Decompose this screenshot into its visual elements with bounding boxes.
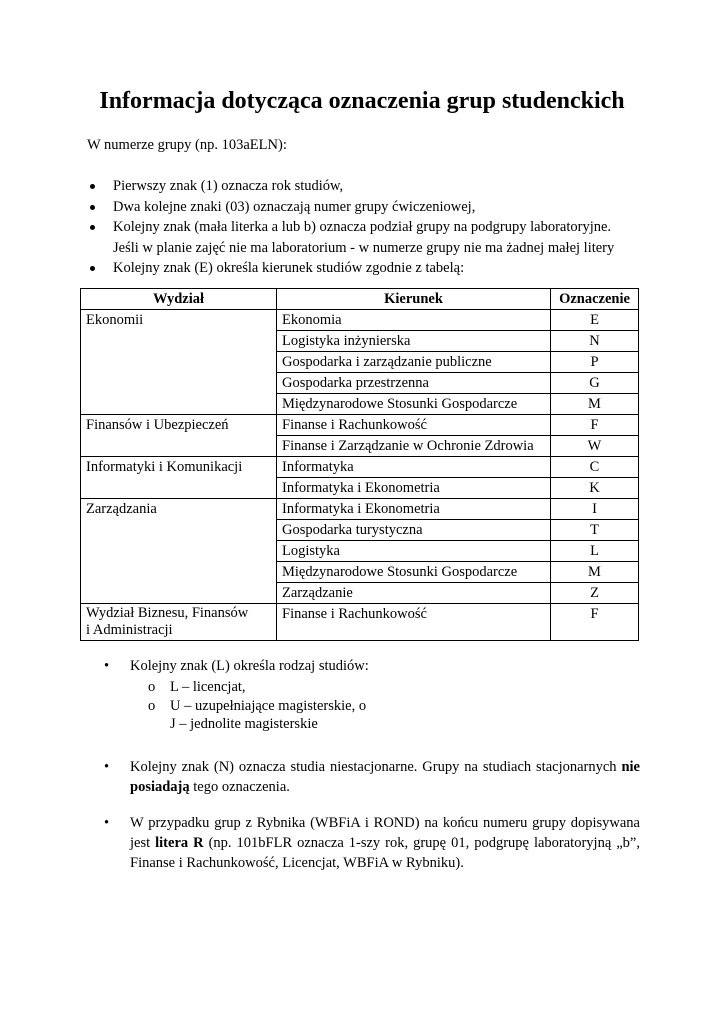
faculty-cell — [81, 373, 277, 394]
code-cell: M — [551, 394, 639, 415]
faculty-cell: Zarządzania — [81, 499, 277, 520]
major-cell: Ekonomia — [277, 310, 551, 331]
major-cell: Logistyka — [277, 541, 551, 562]
major-cell: Gospodarka przestrzenna — [277, 373, 551, 394]
faculty-codes-table — [80, 288, 639, 641]
code-cell: K — [551, 478, 639, 499]
code-cell: F — [551, 415, 639, 436]
faculty-cell — [81, 583, 277, 604]
paragraph-text — [104, 757, 640, 797]
list-item — [148, 715, 644, 734]
list-item — [87, 197, 647, 218]
group-code-bullet-list — [87, 176, 647, 279]
table-row — [81, 499, 639, 520]
faculty-cell — [81, 562, 277, 583]
part-time-paragraph — [104, 757, 640, 797]
header-kierunek: Kierunek — [277, 289, 551, 310]
page-title: Informacja dotycząca oznaczenia grup studenckich — [99, 88, 625, 114]
circle-bullet-icon: o — [148, 697, 156, 714]
code-cell: T — [551, 520, 639, 541]
major-cell: Finanse i Rachunkowość — [277, 604, 551, 641]
code-cell: W — [551, 436, 639, 457]
paragraph-text — [104, 813, 640, 873]
header-oznaczenie: Oznaczenie — [551, 289, 639, 310]
table-row — [81, 373, 639, 394]
study-type-item: U – uzupełniające magisterskie, o — [170, 697, 367, 714]
list-item — [87, 217, 647, 258]
bullet-text: Kolejny znak (E) określa kierunek studiów zgodnie z tabelą: — [113, 260, 465, 276]
table-row — [81, 583, 639, 604]
study-type-sublist — [130, 678, 644, 734]
major-cell: Informatyka — [277, 457, 551, 478]
major-cell: Finanse i Zarządzanie w Ochronie Zdrowia — [277, 436, 551, 457]
code-cell: C — [551, 457, 639, 478]
code-cell: F — [551, 604, 639, 641]
bold-text: nie posiadają — [130, 759, 640, 795]
faculty-cell — [81, 352, 277, 373]
faculty-name-line2: i Administracji — [86, 622, 173, 638]
table-row — [81, 394, 639, 415]
table-header-row — [81, 289, 639, 310]
faculty-cell: Informatyki i Komunikacji — [81, 457, 277, 478]
faculty-cell — [81, 520, 277, 541]
faculty-cell: Finansów i Ubezpieczeń — [81, 415, 277, 436]
bullet-text: Kolejny znak (mała literka a lub b) oznacza podział grupy na podgrupy laboratoryjne. — [113, 219, 612, 235]
code-cell: I — [551, 499, 639, 520]
code-cell: M — [551, 562, 639, 583]
bullet-icon: • — [104, 658, 110, 674]
faculty-cell — [81, 478, 277, 499]
major-cell: Informatyka i Ekonometria — [277, 499, 551, 520]
list-item — [148, 697, 644, 716]
major-cell: Międzynarodowe Stosunki Gospodarcze — [277, 562, 551, 583]
study-type-item: L – licencjat, — [170, 679, 246, 695]
table-row — [81, 541, 639, 562]
major-cell: Gospodarka i zarządzanie publiczne — [277, 352, 551, 373]
table-row — [81, 478, 639, 499]
major-cell: Logistyka inżynierska — [277, 331, 551, 352]
table-row — [81, 352, 639, 373]
bullet-text: Dwa kolejne znaki (03) oznaczają numer grupy ćwiczeniowej, — [113, 198, 476, 215]
code-cell: G — [551, 373, 639, 394]
intro-text: W numerze grupy (np. 103aELN): — [87, 137, 287, 153]
faculty-cell: Ekonomii — [81, 310, 277, 331]
bullet-icon: • — [104, 759, 110, 775]
table-row — [81, 562, 639, 583]
table-row — [81, 604, 639, 641]
bullet-text-continued: Jeśli w planie zajęć nie ma laboratorium - w numerze grupy nie ma żadnej małej litery — [113, 239, 615, 256]
bullet-icon: • — [104, 815, 110, 831]
study-type-intro: Kolejny znak (L) określa rodzaj studiów: — [130, 658, 369, 674]
text-segment: Kolejny znak (N) oznacza studia niestacjonarne. Grupy na studiach stacjonarnych — [130, 759, 622, 775]
code-cell: Z — [551, 583, 639, 604]
major-cell: Międzynarodowe Stosunki Gospodarcze — [277, 394, 551, 415]
text-segment: W przypadku grup z Rybnika (WBFiA i ROND) na końcu numeru grupy dopisywana jest — [130, 815, 640, 851]
table-row — [81, 520, 639, 541]
table-row — [81, 331, 639, 352]
code-cell: L — [551, 541, 639, 562]
faculty-cell — [81, 436, 277, 457]
list-item — [148, 678, 644, 697]
faculty-cell — [81, 394, 277, 415]
major-cell: Zarządzanie — [277, 583, 551, 604]
table-row — [81, 436, 639, 457]
list-item — [104, 656, 644, 734]
list-item — [87, 176, 647, 197]
table-row — [81, 457, 639, 478]
study-type-list — [104, 656, 644, 734]
code-cell: E — [551, 310, 639, 331]
text-segment: (np. 101bFLR oznacza 1-szy rok, grupę 01, podgrupę laboratoryjną „b”, Finanse i Rachunkowość, Licencjat, WBFiA w Rybniku). — [130, 835, 640, 871]
faculty-cell — [81, 604, 277, 641]
rybnik-paragraph — [104, 813, 640, 873]
bold-text: litera R — [155, 835, 204, 851]
study-type-item: J – jednolite magisterskie — [170, 716, 318, 732]
faculty-name-line1: Wydział Biznesu, Finansów — [86, 605, 249, 621]
major-cell: Gospodarka turystyczna — [277, 520, 551, 541]
table-row — [81, 415, 639, 436]
major-cell: Informatyka i Ekonometria — [277, 478, 551, 499]
table-row — [81, 310, 639, 331]
circle-bullet-icon: o — [148, 679, 156, 695]
list-item — [87, 258, 647, 279]
code-cell: P — [551, 352, 639, 373]
bullet-text: Pierwszy znak (1) oznacza rok studiów, — [113, 178, 344, 194]
header-wydzial: Wydział — [81, 289, 277, 310]
code-cell: N — [551, 331, 639, 352]
text-segment: tego oznaczenia. — [189, 779, 290, 795]
faculty-cell — [81, 331, 277, 352]
major-cell: Finanse i Rachunkowość — [277, 415, 551, 436]
faculty-cell — [81, 541, 277, 562]
